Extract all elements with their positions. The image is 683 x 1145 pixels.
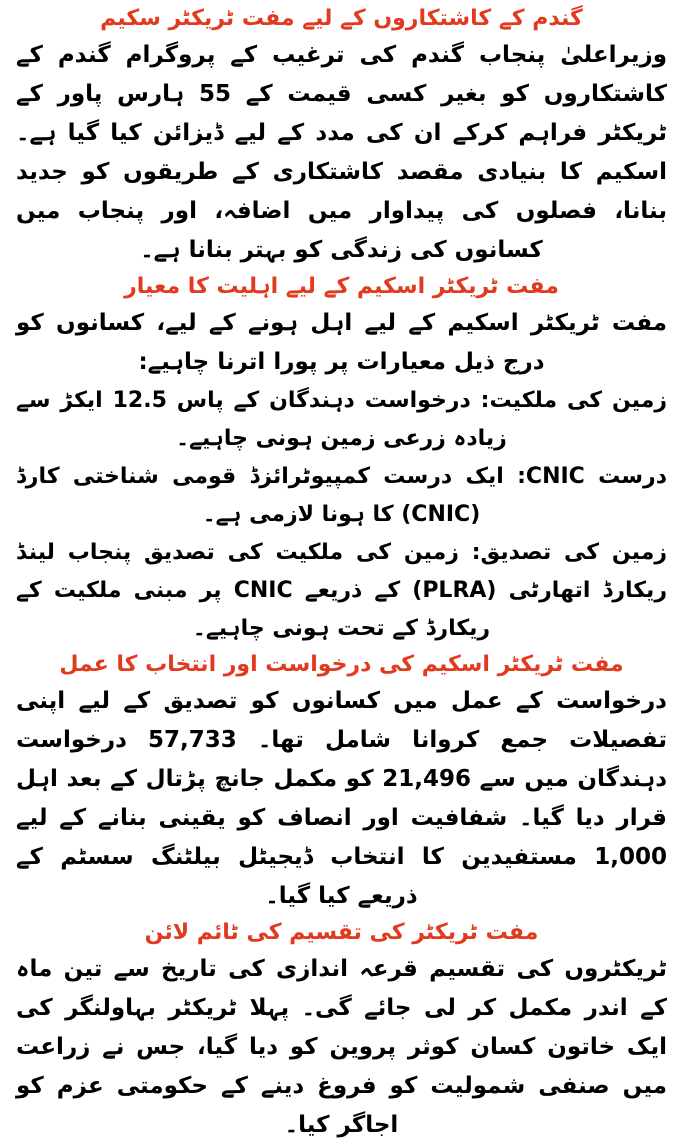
scheme-description: وزیراعلیٰ پنجاب گندم کی ترغیب کے پروگرام گندم کے کاشتکاروں کو بغیر کسی قیمت کے 55 ہارس پاور کے ٹریکٹر فراہم کرکے ان کی مدد کے لیے ڈیزائن کیا گیا ہے۔ اسکیم کا بنیادی مقصد کاشتکاری کے طریقوں کو جدید بنانا، فصلوں کی پیداوار میں اضافہ، اور پنجاب میں کسانوں کی زندگی کو بہتر بنانا ہے۔ — [16, 42, 667, 263]
heading-free-tractor-scheme: گندم کے کاشتکاروں کے لیے مفت ٹریکٹر سکیم — [100, 6, 583, 31]
criterion-land-verification: زمین کی تصدیق: زمین کی ملکیت کی تصدیق پنجاب لینڈ ریکارڈ اتھارٹی (PLRA) کے ذریعے CNIC پر مبنی ملکیت کے ریکارڈ کے تحت ہونی چاہیے۔ — [16, 540, 667, 641]
heading-application-process: مفت ٹریکٹر اسکیم کی درخواست اور انتخاب کا عمل — [59, 652, 624, 677]
criterion-land-ownership: زمین کی ملکیت: درخواست دہندگان کے پاس 12.5 ایکڑ سے زیادہ زرعی زمین ہونی چاہیے۔ — [16, 388, 668, 451]
criterion-valid-cnic: درست CNIC: ایک درست کمپیوٹرائزڈ قومی شناختی کارڈ (CNIC) کا ہونا لازمی ہے۔ — [16, 464, 667, 527]
heading-eligibility-criteria: مفت ٹریکٹر اسکیم کے لیے اہلیت کا معیار — [124, 274, 559, 299]
eligibility-intro: مفت ٹریکٹر اسکیم کے لیے اہل ہونے کے لیے، کسانوں کو درج ذیل معیارات پر پورا اترنا چاہیے: — [16, 310, 667, 375]
process-description: درخواست کے عمل میں کسانوں کو تصدیق کے لیے اپنی تفصیلات جمع کروانا شامل تھا۔ 57,733 درخواست دہندگان میں سے 21,496 کو مکمل جانچ پڑتال کے بعد اہل قرار دیا گیا۔ شفافیت اور انصاف کو یقینی بنانے کے لیے 1,000 مستفیدین کا انتخاب ڈیجیٹل بیلٹنگ سسٹم کے ذریعے کیا گیا۔ — [16, 688, 667, 909]
heading-distribution-timeline: مفت ٹریکٹر کی تقسیم کی ٹائم لائن — [144, 920, 539, 945]
timeline-description: ٹریکٹروں کی تقسیم قرعہ اندازی کی تاریخ سے تین ماہ کے اندر مکمل کر لی جائے گی۔ پہلا ٹریکٹر بہاولنگر کی ایک خاتون کسان کوثر پروین کو دیا گیا، جس نے زراعت میں صنفی شمولیت کو فروغ دینے کے حکومتی عزم کو اجاگر کیا۔ — [16, 956, 667, 1138]
